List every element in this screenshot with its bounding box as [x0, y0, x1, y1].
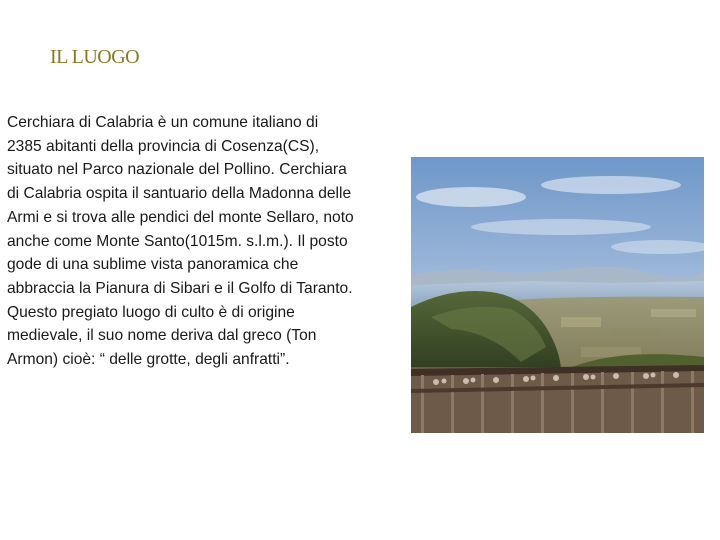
landscape-photo — [411, 157, 704, 433]
slide-body-text: Cerchiara di Calabria è un comune italiano di 2385 abitanti della provincia di Cosenza(CS), situato nel Parco nazionale del Pollino. Cerchiara di Calabria ospita il santuario della Madonna delle Armi e si trova alle pendici del monte Sellaro, noto anche come Monte Santo(1015m. s.l.m.). Il posto gode di una sublime vista panoramica che abbraccia la Pianura di Sibari e il Golfo di Taranto. Questo pregiato luogo di culto è di origine medievale, il suo nome deriva dal greco (Ton Armon) cioè: “ delle grotte, degli anfratti”. — [7, 114, 354, 369]
slide-title: IL LUOGO — [50, 46, 140, 68]
landscape-photo-icon — [411, 157, 704, 433]
